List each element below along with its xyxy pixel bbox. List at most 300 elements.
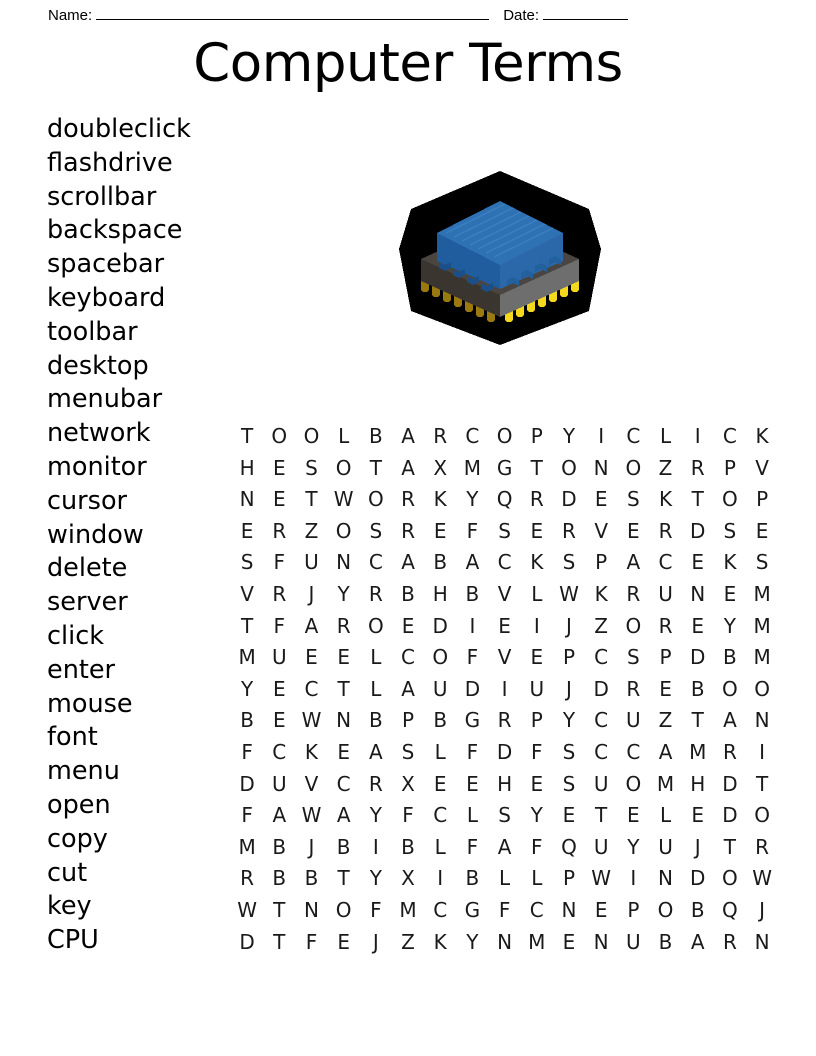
grid-cell[interactable]: S	[755, 550, 769, 575]
word-list-item: cursor	[47, 485, 128, 516]
grid-cell[interactable]: W	[301, 708, 322, 733]
grid-cell[interactable]: B	[272, 834, 287, 859]
grid-cell[interactable]: B	[368, 424, 383, 448]
grid-cell[interactable]: A	[401, 676, 415, 701]
grid-cell[interactable]: N	[754, 708, 770, 733]
grid-cell[interactable]: F	[370, 897, 382, 922]
grid-cell[interactable]: L	[434, 834, 446, 859]
grid-cell[interactable]: A	[690, 929, 705, 954]
grid-cell[interactable]: C	[304, 676, 319, 701]
grid-cell[interactable]: P	[723, 455, 736, 480]
grid-cell[interactable]: G	[464, 708, 481, 733]
grid-cell[interactable]: V	[755, 455, 769, 480]
grid-cell[interactable]: I	[501, 676, 508, 701]
grid-cell[interactable]: C	[626, 424, 641, 448]
grid-cell[interactable]: C	[401, 645, 416, 670]
grid-cell[interactable]: Z	[401, 929, 415, 954]
grid-cell[interactable]: B	[723, 645, 737, 670]
grid-cell[interactable]: D	[496, 739, 513, 764]
grid-cell[interactable]: U	[593, 771, 609, 796]
grid-cell[interactable]: L	[466, 803, 478, 828]
grid-cell[interactable]: T	[723, 834, 737, 859]
grid-cell[interactable]: B	[658, 929, 673, 954]
grid-cell[interactable]: Y	[466, 487, 479, 512]
grid-cell[interactable]: F	[402, 803, 414, 828]
grid-cell[interactable]: C	[433, 803, 448, 828]
grid-cell[interactable]: O	[625, 455, 642, 480]
grid-cell[interactable]: T	[530, 455, 543, 480]
grid-cell[interactable]: Q	[722, 897, 738, 922]
grid-cell[interactable]: Y	[562, 708, 576, 733]
grid-cell[interactable]: J	[372, 929, 379, 954]
grid-cell[interactable]: L	[499, 866, 511, 891]
grid-cell[interactable]: I	[694, 424, 701, 448]
grid-cell[interactable]: Y	[723, 613, 737, 638]
grid-cell[interactable]: Y	[369, 866, 382, 891]
grid-cell[interactable]: H	[239, 455, 255, 480]
grid-cell[interactable]: B	[465, 581, 480, 606]
grid-cell[interactable]: C	[658, 550, 673, 575]
grid-cell[interactable]: B	[336, 834, 351, 859]
grid-cell[interactable]: D	[722, 803, 738, 828]
grid-cell[interactable]: B	[690, 897, 705, 922]
grid-cell[interactable]: E	[530, 645, 544, 670]
grid-cell[interactable]: A	[304, 613, 319, 638]
grid-cell[interactable]: E	[498, 613, 511, 638]
grid-cell[interactable]: C	[497, 550, 512, 575]
grid-cell[interactable]: C	[336, 771, 351, 796]
grid-cell[interactable]: N	[336, 550, 352, 575]
grid-cell[interactable]: E	[337, 739, 350, 764]
grid-cell[interactable]: R	[401, 518, 415, 543]
grid-cell[interactable]: T	[273, 929, 286, 954]
grid-cell[interactable]: T	[305, 487, 318, 512]
grid-cell[interactable]: O	[367, 487, 384, 512]
grid-cell[interactable]: D	[464, 676, 481, 701]
grid-cell[interactable]: P	[402, 708, 415, 733]
grid-cell[interactable]: E	[755, 518, 769, 543]
grid-cell[interactable]: O	[722, 866, 738, 891]
grid-cell[interactable]: L	[659, 424, 672, 448]
grid-cell[interactable]: B	[465, 866, 480, 891]
grid-cell[interactable]: A	[336, 803, 351, 828]
grid-cell[interactable]: F	[466, 645, 479, 670]
grid-cell[interactable]: J	[566, 676, 572, 701]
grid-cell[interactable]: E	[627, 803, 640, 828]
grid-cell[interactable]: L	[370, 676, 382, 701]
grid-cell[interactable]: I	[598, 424, 605, 448]
grid-cell[interactable]: Y	[627, 834, 640, 859]
grid-cell[interactable]: C	[594, 645, 609, 670]
grid-cell[interactable]: E	[594, 897, 608, 922]
grid-cell[interactable]: E	[691, 613, 705, 638]
grid-cell[interactable]: M	[528, 929, 546, 954]
grid-cell[interactable]: N	[754, 929, 770, 954]
grid-cell[interactable]: U	[658, 581, 673, 606]
grid-cell[interactable]: R	[368, 771, 383, 796]
grid-cell[interactable]: U	[529, 676, 545, 701]
grid-cell[interactable]: E	[723, 581, 737, 606]
grid-row	[231, 453, 783, 485]
grid-cell[interactable]: M	[689, 739, 707, 764]
grid-cell[interactable]: P	[627, 897, 640, 922]
grid-cell[interactable]: B	[304, 866, 319, 891]
grid-cell[interactable]: R	[272, 581, 287, 606]
grid-cell[interactable]: F	[531, 739, 543, 764]
grid-cell[interactable]: T	[755, 771, 769, 796]
grid-cell[interactable]: N	[561, 897, 577, 922]
grid-cell[interactable]: V	[497, 581, 512, 606]
grid-cell[interactable]: W	[333, 487, 354, 512]
grid-cell[interactable]: O	[432, 645, 449, 670]
grid-cell[interactable]: R	[755, 834, 770, 859]
grid-cell[interactable]: R	[497, 708, 512, 733]
grid-cell[interactable]: M	[238, 645, 256, 670]
grid-cell[interactable]: N	[593, 929, 609, 954]
grid-cell[interactable]: M	[399, 897, 417, 922]
grid-cell[interactable]: L	[531, 866, 543, 891]
grid-cell[interactable]: O	[625, 771, 642, 796]
grid-cell[interactable]: E	[305, 645, 318, 670]
grid-cell[interactable]: G	[496, 455, 513, 480]
grid-cell[interactable]: R	[658, 613, 673, 638]
grid-cell[interactable]: M	[656, 771, 675, 796]
grid-cell[interactable]: I	[469, 613, 476, 638]
grid-cell[interactable]: R	[240, 866, 255, 891]
grid-cell[interactable]: T	[691, 708, 704, 733]
name-input-line[interactable]	[96, 6, 489, 20]
grid-cell[interactable]: F	[466, 518, 479, 543]
grid-cell[interactable]: E	[337, 645, 350, 670]
grid-cell[interactable]: F	[273, 613, 286, 638]
grid-cell[interactable]: T	[240, 613, 254, 638]
grid-cell[interactable]: A	[658, 739, 673, 764]
grid-cell[interactable]: K	[304, 739, 319, 764]
grid-cell[interactable]: R	[336, 613, 351, 638]
grid-cell[interactable]: I	[759, 739, 766, 764]
grid-cell[interactable]: A	[465, 550, 480, 575]
grid-cell[interactable]: E	[401, 613, 415, 638]
grid-cell[interactable]: S	[305, 455, 318, 480]
grid-cell[interactable]: Z	[658, 455, 673, 480]
grid-cell[interactable]: D	[722, 771, 738, 796]
grid-cell[interactable]: Q	[496, 487, 513, 512]
grid-cell[interactable]: B	[433, 550, 448, 575]
grid-cell[interactable]: C	[594, 708, 609, 733]
grid-cell[interactable]: O	[335, 518, 352, 543]
grid-cell[interactable]: F	[273, 550, 286, 575]
grid-cell[interactable]: L	[434, 739, 446, 764]
grid-cell[interactable]: F	[466, 739, 479, 764]
grid-cell[interactable]: D	[690, 518, 706, 543]
grid-cell[interactable]: N	[690, 581, 706, 606]
grid-cell[interactable]: V	[240, 581, 254, 606]
grid-cell[interactable]: D	[690, 866, 706, 891]
grid-cell[interactable]: E	[240, 518, 254, 543]
grid-cell[interactable]: Y	[530, 803, 543, 828]
grid-cell[interactable]: U	[626, 708, 641, 733]
grid-cell[interactable]: M	[753, 581, 771, 606]
grid-cell[interactable]: O	[657, 897, 674, 922]
grid-cell[interactable]: M	[753, 645, 771, 670]
grid-cell[interactable]: E	[433, 771, 447, 796]
grid-cell[interactable]: F	[241, 803, 253, 828]
grid-cell[interactable]: J	[694, 834, 701, 859]
grid-cell[interactable]: E	[627, 518, 640, 543]
grid-cell[interactable]: P	[595, 550, 608, 575]
grid-cell[interactable]: O	[496, 424, 513, 448]
grid-cell[interactable]: T	[337, 866, 350, 891]
grid-cell[interactable]: Z	[658, 708, 673, 733]
grid-cell[interactable]: L	[338, 424, 350, 448]
grid-cell[interactable]: L	[659, 803, 672, 828]
grid-cell[interactable]: W	[752, 866, 772, 891]
grid-cell[interactable]: E	[272, 487, 286, 512]
grid-cell[interactable]: W	[301, 803, 322, 828]
grid-cell[interactable]: O	[561, 455, 577, 480]
grid-cell[interactable]: F	[531, 834, 543, 859]
grid-cell[interactable]: S	[401, 739, 415, 764]
grid-cell[interactable]: Y	[466, 929, 479, 954]
grid-cell[interactable]: Y	[562, 424, 576, 448]
grid-cell[interactable]: N	[336, 708, 352, 733]
grid-cell[interactable]: N	[303, 897, 319, 922]
grid-cell[interactable]: D	[593, 676, 609, 701]
grid-cell[interactable]: K	[433, 487, 447, 512]
grid-cell[interactable]: C	[433, 897, 448, 922]
grid-cell[interactable]: U	[271, 771, 287, 796]
grid-cell[interactable]: S	[369, 518, 383, 543]
grid-cell[interactable]: G	[464, 897, 481, 922]
grid-cell[interactable]: D	[239, 929, 255, 954]
grid-cell[interactable]: P	[562, 866, 575, 891]
grid-cell[interactable]: X	[433, 455, 448, 480]
grid-cell[interactable]: E	[691, 550, 705, 575]
grid-cell[interactable]: R	[690, 455, 705, 480]
grid-cell[interactable]: R	[722, 739, 737, 764]
grid-cell[interactable]: C	[594, 739, 609, 764]
grid-cell[interactable]: R	[626, 676, 641, 701]
grid-cell[interactable]: U	[271, 645, 287, 670]
grid-cell[interactable]: E	[562, 929, 576, 954]
grid-cell[interactable]: Y	[369, 803, 382, 828]
grid-cell[interactable]: S	[562, 739, 576, 764]
grid-cell[interactable]: H	[432, 581, 448, 606]
grid-cell[interactable]: T	[691, 487, 704, 512]
grid-cell[interactable]: S	[562, 550, 576, 575]
grid-cell[interactable]: C	[272, 739, 287, 764]
grid-cell[interactable]: A	[401, 550, 415, 575]
grid-cell[interactable]: B	[401, 834, 415, 859]
grid-cell[interactable]: P	[562, 645, 575, 670]
grid-cell[interactable]: O	[722, 487, 738, 512]
grid-cell[interactable]: R	[529, 487, 544, 512]
grid-row	[231, 895, 783, 927]
grid-cell[interactable]: E	[337, 929, 350, 954]
grid-cell[interactable]: U	[658, 834, 673, 859]
grid-cell[interactable]: Z	[304, 518, 319, 543]
grid-cell[interactable]: O	[303, 424, 320, 448]
grid-cell[interactable]: I	[372, 834, 379, 859]
grid-cell[interactable]: A	[626, 550, 641, 575]
grid-cell[interactable]: C	[368, 550, 383, 575]
grid-cell[interactable]: R	[562, 518, 576, 543]
grid-cell[interactable]: F	[241, 739, 253, 764]
grid-cell[interactable]: O	[625, 613, 642, 638]
date-input-line[interactable]	[543, 6, 628, 20]
grid-cell[interactable]: B	[433, 708, 448, 733]
grid-cell[interactable]: C	[529, 897, 544, 922]
grid-cell[interactable]: E	[562, 803, 576, 828]
grid-cell[interactable]: R	[368, 581, 383, 606]
grid-cell[interactable]: U	[304, 550, 319, 575]
grid-cell[interactable]: A	[723, 708, 737, 733]
grid-cell[interactable]: J	[308, 834, 315, 859]
grid-cell[interactable]: M	[238, 834, 256, 859]
grid-cell[interactable]: F	[466, 834, 479, 859]
grid-cell[interactable]: N	[593, 455, 609, 480]
grid-cell[interactable]: T	[240, 424, 254, 448]
grid-row	[231, 705, 783, 737]
grid-cell[interactable]: R	[722, 929, 737, 954]
grid-cell[interactable]: A	[497, 834, 512, 859]
grid-cell[interactable]: U	[593, 834, 609, 859]
grid-cell[interactable]: R	[626, 581, 641, 606]
grid-cell[interactable]: K	[594, 581, 608, 606]
grid-cell[interactable]: D	[561, 487, 577, 512]
grid-cell[interactable]: L	[370, 645, 382, 670]
grid-cell[interactable]: K	[658, 487, 673, 512]
grid-cell[interactable]: W	[237, 897, 257, 922]
grid-cell[interactable]: I	[533, 613, 540, 638]
grid-cell[interactable]: P	[530, 708, 543, 733]
grid-cell[interactable]: K	[530, 550, 544, 575]
grid-cell[interactable]: I	[630, 866, 637, 891]
grid-cell[interactable]: U	[626, 929, 641, 954]
grid-cell[interactable]: A	[401, 455, 415, 480]
grid-cell[interactable]: S	[626, 487, 640, 512]
grid-cell[interactable]: A	[369, 739, 383, 764]
word-list-item: font	[47, 722, 98, 753]
grid-cell[interactable]: V	[304, 771, 319, 796]
grid-cell[interactable]: T	[369, 455, 382, 480]
grid-cell[interactable]: H	[690, 771, 706, 796]
grid-cell[interactable]: J	[759, 897, 766, 922]
grid-cell[interactable]: O	[335, 897, 352, 922]
grid-cell[interactable]: X	[401, 866, 415, 891]
grid-cell[interactable]: B	[272, 866, 287, 891]
grid-cell[interactable]: P	[756, 487, 769, 512]
grid-cell[interactable]: O	[722, 676, 738, 701]
grid-cell[interactable]: O	[335, 455, 352, 480]
grid-cell[interactable]: L	[531, 581, 543, 606]
grid-cell[interactable]: B	[368, 708, 383, 733]
grid-cell[interactable]: E	[691, 803, 705, 828]
grid-cell[interactable]: T	[273, 897, 286, 922]
grid-cell[interactable]: I	[437, 866, 444, 891]
grid-cell[interactable]: U	[432, 676, 448, 701]
word-list-item: toolbar	[47, 316, 138, 347]
grid-cell[interactable]: N	[658, 866, 674, 891]
grid-cell[interactable]: F	[305, 929, 318, 954]
grid-cell[interactable]: A	[401, 424, 415, 448]
grid-cell[interactable]: D	[690, 645, 706, 670]
grid-cell[interactable]: O	[271, 424, 288, 448]
grid-cell[interactable]: D	[239, 771, 255, 796]
grid-cell[interactable]: T	[595, 803, 608, 828]
grid-cell[interactable]: O	[367, 613, 384, 638]
grid-cell[interactable]: B	[690, 676, 705, 701]
grid-cell[interactable]: A	[272, 803, 287, 828]
grid-cell[interactable]: E	[433, 518, 447, 543]
grid-cell[interactable]: V	[497, 645, 512, 670]
grid-cell[interactable]: Y	[337, 581, 350, 606]
grid-cell[interactable]: R	[272, 518, 287, 543]
grid-cell[interactable]: E	[530, 518, 544, 543]
grid-cell[interactable]: K	[755, 424, 769, 448]
grid-cell[interactable]: E	[272, 708, 286, 733]
grid-cell[interactable]: O	[754, 803, 770, 828]
date-field-group	[503, 6, 628, 25]
grid-cell[interactable]: B	[240, 708, 254, 733]
grid-cell[interactable]: E	[594, 487, 608, 512]
grid-cell[interactable]: S	[498, 518, 511, 543]
grid-cell[interactable]: W	[591, 866, 612, 891]
grid-cell[interactable]: R	[433, 424, 448, 448]
grid-cell[interactable]: B	[401, 581, 415, 606]
grid-cell[interactable]: M	[463, 455, 482, 480]
grid-cell[interactable]: P	[530, 424, 543, 448]
grid-cell[interactable]: K	[433, 929, 447, 954]
grid-cell[interactable]: S	[498, 803, 511, 828]
grid-cell[interactable]: Y	[240, 676, 254, 701]
grid-cell[interactable]: V	[594, 518, 608, 543]
grid-cell[interactable]: J	[566, 613, 572, 638]
grid-cell[interactable]: C	[722, 424, 737, 448]
grid-cell[interactable]: M	[753, 613, 771, 638]
grid-cell[interactable]: X	[401, 771, 415, 796]
grid-cell[interactable]: E	[530, 771, 544, 796]
grid-cell[interactable]: C	[465, 424, 480, 448]
grid-cell[interactable]: E	[272, 455, 286, 480]
grid-cell[interactable]: N	[497, 929, 513, 954]
word-list-item: backspace	[47, 215, 183, 246]
grid-cell[interactable]: T	[337, 676, 350, 701]
grid-cell[interactable]: K	[723, 550, 737, 575]
grid-cell[interactable]: Q	[561, 834, 577, 859]
grid-cell[interactable]: Z	[594, 613, 608, 638]
grid-cell[interactable]: C	[626, 739, 641, 764]
grid-cell[interactable]: S	[562, 771, 576, 796]
grid-cell[interactable]: S	[240, 550, 254, 575]
grid-cell[interactable]: J	[308, 581, 315, 606]
grid-cell[interactable]: W	[559, 581, 579, 606]
grid-cell[interactable]: S	[723, 518, 737, 543]
grid-cell[interactable]: D	[432, 613, 448, 638]
word-list-item: CPU	[47, 925, 99, 956]
grid-cell[interactable]: P	[659, 645, 672, 670]
grid-cell[interactable]: S	[626, 645, 640, 670]
grid-cell[interactable]: E	[466, 771, 479, 796]
grid-cell[interactable]: N	[239, 487, 255, 512]
grid-cell[interactable]: F	[498, 897, 511, 922]
grid-cell[interactable]: R	[658, 518, 673, 543]
grid-cell[interactable]: E	[272, 676, 286, 701]
grid-cell[interactable]: O	[754, 676, 770, 701]
grid-cell[interactable]: H	[497, 771, 513, 796]
grid-cell[interactable]: E	[659, 676, 672, 701]
grid-cell[interactable]: R	[401, 487, 415, 512]
